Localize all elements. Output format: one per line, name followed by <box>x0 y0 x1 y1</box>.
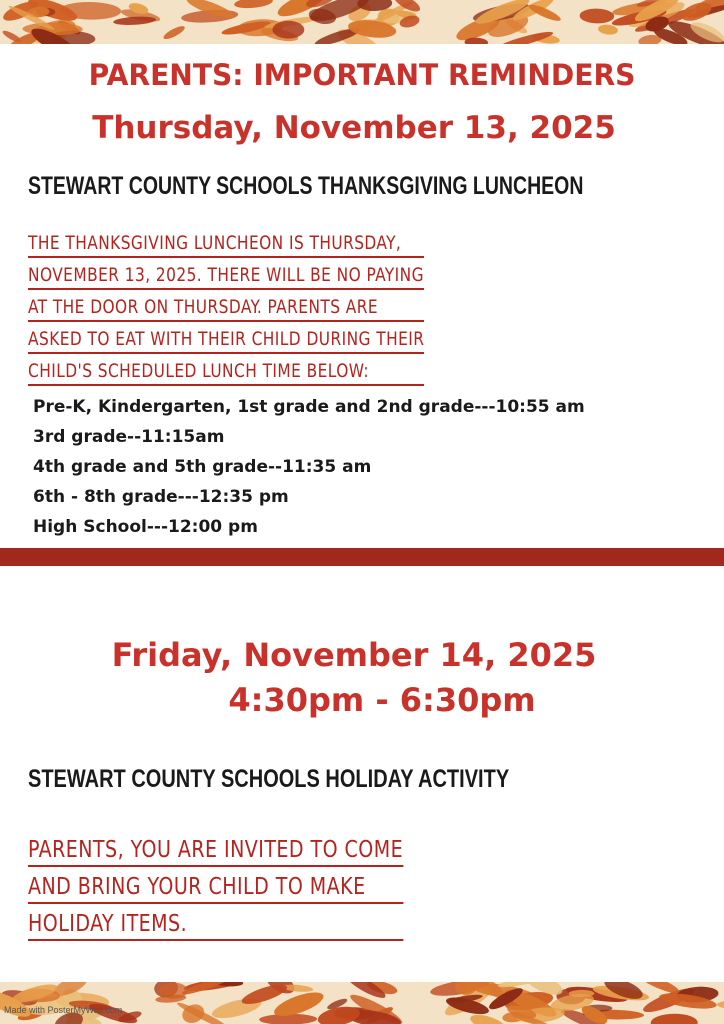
activity-notice-line: HOLIDAY ITEMS. <box>28 908 403 941</box>
lunch-schedule <box>33 392 585 542</box>
section-divider <box>0 548 724 566</box>
leaf-shape <box>273 21 305 39</box>
activity-notice <box>28 834 436 945</box>
autumn-leaves-border-top-icon <box>0 0 724 44</box>
leaf-shape <box>159 982 188 999</box>
luncheon-notice-line: THE THANKSGIVING LUNCHEON IS THURSDAY, <box>28 230 424 258</box>
schedule-row: 3rd grade--11:15am <box>33 427 225 447</box>
activity-notice-line: PARENTS, YOU ARE INVITED TO COME <box>28 834 403 867</box>
activity-notice-line: AND BRING YOUR CHILD TO MAKE <box>28 871 403 904</box>
luncheon-notice <box>28 230 468 390</box>
schedule-row: 6th - 8th grade---12:35 pm <box>33 487 289 507</box>
activity-time: 4:30pm - 6:30pm <box>228 681 536 719</box>
activity-heading: STEWART COUNTY SCHOOLS HOLIDAY ACTIVITY <box>28 765 510 793</box>
leaves-top-svg <box>0 0 724 44</box>
thursday-date: Thursday, November 13, 2025 <box>92 110 616 146</box>
schedule-row: Pre-K, Kindergarten, 1st grade and 2nd grade---10:55 am <box>33 397 585 417</box>
luncheon-notice-line: CHILD'S SCHEDULED LUNCH TIME BELOW: <box>28 358 424 386</box>
luncheon-notice-line: NOVEMBER 13, 2025. THERE WILL BE NO PAYING <box>28 262 424 290</box>
page-title: PARENTS: IMPORTANT REMINDERS <box>88 58 636 92</box>
watermark: Made with PosterMyWall.com <box>4 1005 123 1015</box>
luncheon-notice-line: ASKED TO EAT WITH THEIR CHILD DURING THEIR <box>28 326 424 354</box>
autumn-leaves-border-bottom-icon <box>0 982 724 1024</box>
luncheon-notice-line: AT THE DOOR ON THURSDAY. PARENTS ARE <box>28 294 424 322</box>
schedule-row: High School---12:00 pm <box>33 517 258 537</box>
luncheon-heading: STEWART COUNTY SCHOOLS THANKSGIVING LUNCHEON <box>28 172 584 200</box>
leaves-bottom-svg <box>0 982 724 1024</box>
friday-date: Friday, November 14, 2025 <box>111 636 597 674</box>
schedule-row: 4th grade and 5th grade--11:35 am <box>33 457 372 477</box>
